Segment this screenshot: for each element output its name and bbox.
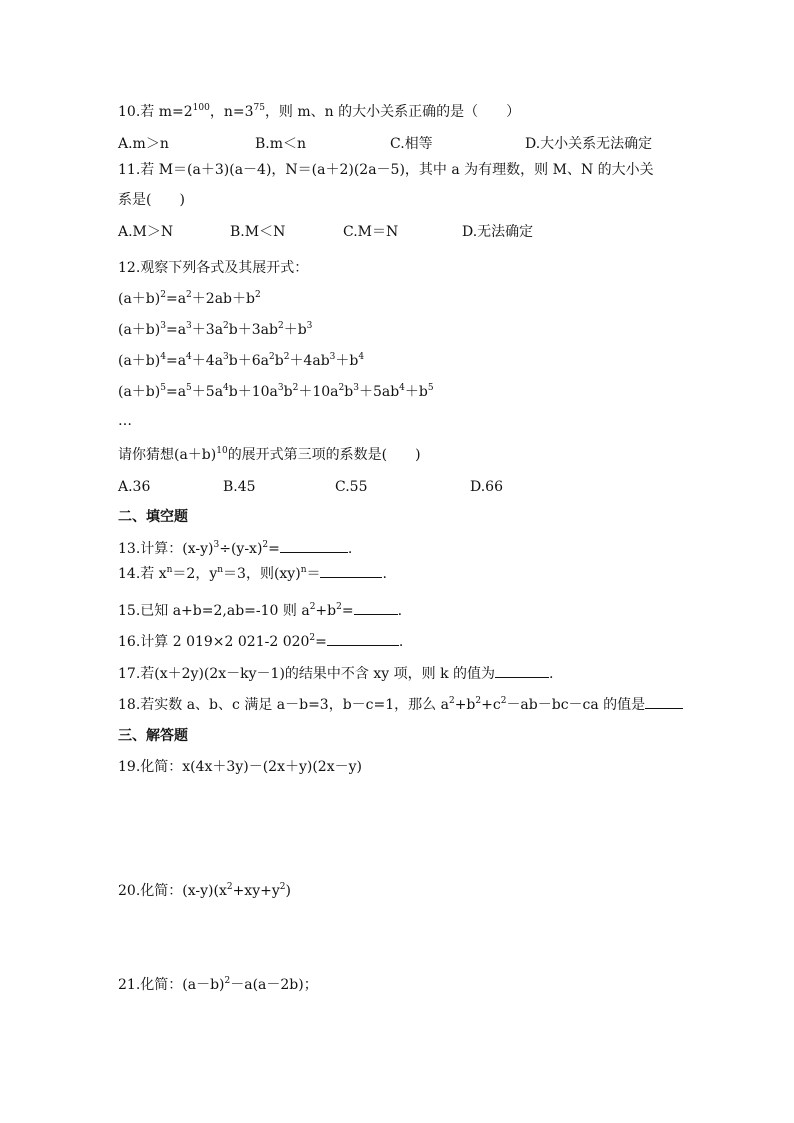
question-17: 17.若(x＋2y)(2x－ky－1)的结果中不含 xy 项，则 k 的值为 . [118,663,553,684]
q10-option-c[interactable]: C.相等 [390,136,433,152]
question-12-ask: 请你猜想$(a+b)^{10}$的展开式第三项的系数是( ) [118,446,421,463]
question-11-stem-line2: 系是( ) [118,192,185,208]
section-fill-in-heading: 二、填空题 [118,509,188,525]
question-11-stem-line1: 11.若 M＝(a＋3)(a－4)，N＝(a＋2)(2a－5)，其中 a 为有理数，则 M、N 的大小关 [118,162,654,178]
q10-option-a[interactable]: A.m＞n [118,136,169,152]
q10-option-b[interactable]: B.m＜n [255,136,307,152]
q14-answer-blank[interactable] [320,563,382,578]
question-19: 19.化简：x(4x＋3y)－(2x＋y)(2x－y) [118,759,362,775]
question-21: 21.化简：$(a-b)^2-a(a-2b)$； [118,976,318,993]
q16-answer-blank[interactable] [327,631,399,646]
q11-option-b[interactable]: B.M＜N [230,224,286,240]
question-10-stem: 10.若 $m=2^{100}$，$n=3^{75}$，则 m、n 的大小关系正确的是（ ） [118,103,521,120]
q17-answer-blank[interactable] [495,663,549,678]
question-13: 13.计算：$(x-y)^3\div(y-x)^2=$ . [118,540,353,557]
question-14: 14.若 $x^n=2$，$y^n=3$，则(xy)$^n$＝ . [118,565,387,582]
expansion-square: $(a+b)^2=a^2+2ab+b^2$ [118,290,261,307]
expansion-fifth: $(a+b)^5=a^5+5a^4b+10a^3b^2+10a^2b^3+5ab^4+b^5$ [118,383,434,400]
q13-answer-blank[interactable] [280,538,348,553]
question-15: 15.已知 a+b=2,ab=-10 则 $a^2+b^2=$ . [118,602,403,619]
q10-option-d[interactable]: D.大小关系无法确定 [525,136,653,152]
question-18: 18.若实数 a、b、c 满足 a－b=3，b－c=1，那么 $a^2+b^2+c^2-ab-bc-ca$ 的值是 [118,694,683,715]
q18-answer-blank[interactable] [645,694,683,709]
question-20: 20.化简：$(x-y)(x^2+xy+y^2)$ [118,882,291,899]
expansion-ellipsis: … [118,413,132,429]
q15-answer-blank[interactable] [354,600,398,615]
q12-option-a[interactable]: A.36 [118,479,151,495]
question-16: 16.计算 2 019×2 021-2 $020^2=$ . [118,633,404,650]
expansion-cube: $(a+b)^3=a^3+3a^2b+3ab^2+b^3$ [118,321,313,338]
q11-option-a[interactable]: A.M＞N [118,224,174,240]
q11-option-c[interactable]: C.M＝N [343,224,399,240]
q12-option-c[interactable]: C.55 [335,479,368,495]
q12-option-b[interactable]: B.45 [223,479,256,495]
q11-option-d[interactable]: D.无法确定 [462,224,534,240]
question-12-intro: 12.观察下列各式及其展开式： [118,260,309,276]
expansion-fourth: $(a+b)^4=a^4+4a^3b+6a^2b^2+4ab^3+b^4$ [118,352,365,369]
section-solve-heading: 三、解答题 [118,728,188,744]
q12-option-d[interactable]: D.66 [470,479,503,495]
